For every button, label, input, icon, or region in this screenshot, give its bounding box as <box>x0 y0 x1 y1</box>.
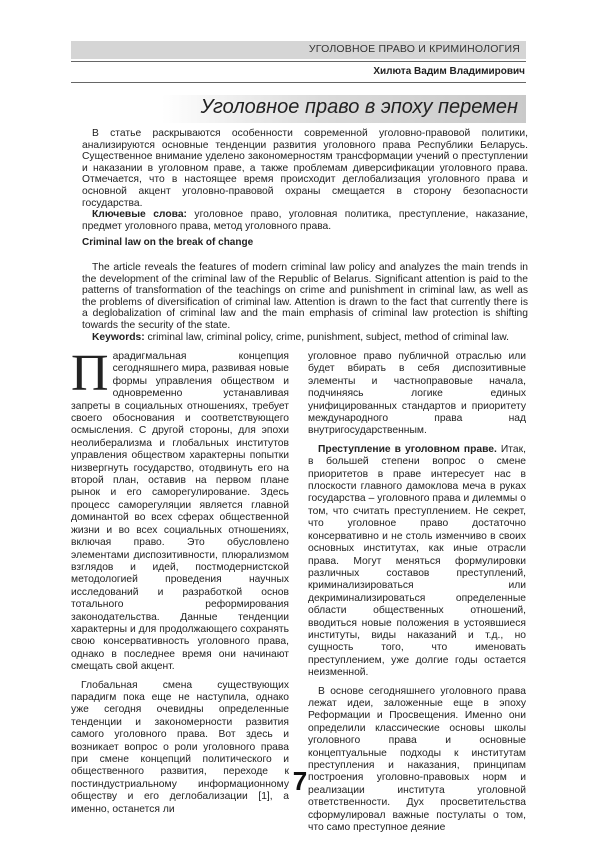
section-header-band <box>71 41 526 59</box>
section-title: УГОЛОВНОЕ ПРАВО И КРИМИНОЛОГИЯ <box>308 43 520 55</box>
left-paragraph-2: Глобальная смена существующих парадигм пока еще не наступила, однако уже сегодня очевидны определенные тенденции и закономерности развития самого уголовного права. Вот здесь и возникает вопрос о роли уголовного права при смене концепций политического и общественного развития, переходе к постиндустриальному информационному обществу и его деглобализации [1], а именно, останется ли <box>71 679 289 815</box>
author-rule <box>71 82 526 83</box>
right-paragraph-3: В основе сегодняшнего уголовного права лежат идеи, заложенные еще в эпоху Реформации и Просвещения. Именно они определили классические основы школы уголовного права и основные концептуальные подходы к институтам преступления и наказания, принципам построения уголовно-правовых норм и реализации института уголовной ответственности. Дух просветительства сформулировал важные постулаты о том, что само преступное деяние <box>308 685 526 834</box>
right-column <box>308 351 526 834</box>
left-paragraph-1-text: арадигмальная концепция сегодняшнего мира, развивая новые формы управления обществом и одновременно устанавливая запреты в социальных отношениях, требует своего обоснования и соответствующего осмысления. С другой стороны, для эпохи неолиберализма и глобальных институтов управления обществом характерны попытки низвергнуть государство, отодвинуть его на второй план, оставив на первом плане рынок и его саморегулирование. Здесь процесс саморегуляции является главной доминантой во всех сферах общественной жизни и во всех социальных отношениях, включая право. Это обусловлено элементами диспозитивности, плюрализмом взглядов и идей, постмодернистской методологией проведения научных исследований и разработкой основ тотального реформирования законодательства. Данные тенденции характерны и для продолжающего сохранять свою консервативность уголовного права, однако в последнее время они начинают смещать свой акцент. <box>71 351 289 673</box>
abstract-en-text: The article reveals the features of modern criminal law policy and analyzes the main trends in the development of the criminal law of the Republic of Belarus. Significant attention is paid to the patterns of transformation of the teachings on crime and punishment in criminal law, as well as the problems of diversification of criminal law. Attention is drawn to the fact that currently there is a deglobalization of criminal law and the main emphasis of criminal law protection is shifting towards the security of the state. <box>82 262 528 331</box>
keywords-en-label: Keywords: <box>92 331 145 343</box>
right-paragraph-2 <box>308 444 526 680</box>
page-number: 7 <box>292 766 308 796</box>
title-bar <box>71 95 526 123</box>
author-name: Хилюта Вадим Владимирович <box>373 66 525 77</box>
abstract-ru <box>82 128 528 232</box>
abstract-en <box>82 262 528 343</box>
keywords-ru-label: Ключевые слова: <box>92 209 187 221</box>
left-column <box>71 345 289 816</box>
drop-cap: П <box>71 345 109 402</box>
left-paragraph-1 <box>71 345 289 674</box>
english-title: Criminal law on the break of change <box>82 237 254 248</box>
keywords-ru <box>82 209 528 232</box>
header-rule <box>71 61 526 62</box>
keywords-ru-list: уголовное право, уголовная политика, преступление, наказание, предмет уголовного права, метод уголовного права. <box>82 209 528 232</box>
right-paragraph-1: уголовное право публичной отраслью или будет вбирать в себя диспозитивные элементы и частноправовые начала, подчиняясь логике единых унифицированных стандартов и приоритету международного права над внутригосударственным. <box>308 351 526 437</box>
keywords-en-list: criminal law, criminal policy, crime, punishment, subject, method of criminal law. <box>147 331 510 343</box>
abstract-ru-text: В статье раскрываются особенности современной уголовно-правовой политики, анализируются основные тенденции развития уголовного права Республики Беларусь. Существенное внимание уделено закономерностям трансформации учений о преступлении и наказании в уголовном праве, а также проблемам диверсификации уголовного права. Отмечается, что в настоящее время происходит деглобализация уголовного права и основной акцент уголовно-правовой охраны смещается в сторону безопасности государства. <box>82 128 528 209</box>
article-title: Уголовное право в эпоху перемен <box>200 96 518 118</box>
keywords-en <box>82 332 528 344</box>
section-heading-crime: Преступление в уголовном праве. <box>318 443 497 455</box>
right-paragraph-2-text: Итак, в большей степени вопрос о смене приоритетов в праве интересует нас в плоскости главного дамоклова меча в руках государства – уголовного права и дилеммы о том, что считать преступлением. Не секрет, что уголовное право достаточно консервативно и не столь изменчиво в своих основных институтах, как иные отрасли права. Могут меняться формулировки различных составов преступлений, криминализироваться или декриминализироваться определенные области общественных отношений, вводиться новые положения в устоявшиеся институты, виды наказаний и т.д., но сущность того, что именовать преступлением, уже долгие годы остается неизменной. <box>308 443 526 679</box>
